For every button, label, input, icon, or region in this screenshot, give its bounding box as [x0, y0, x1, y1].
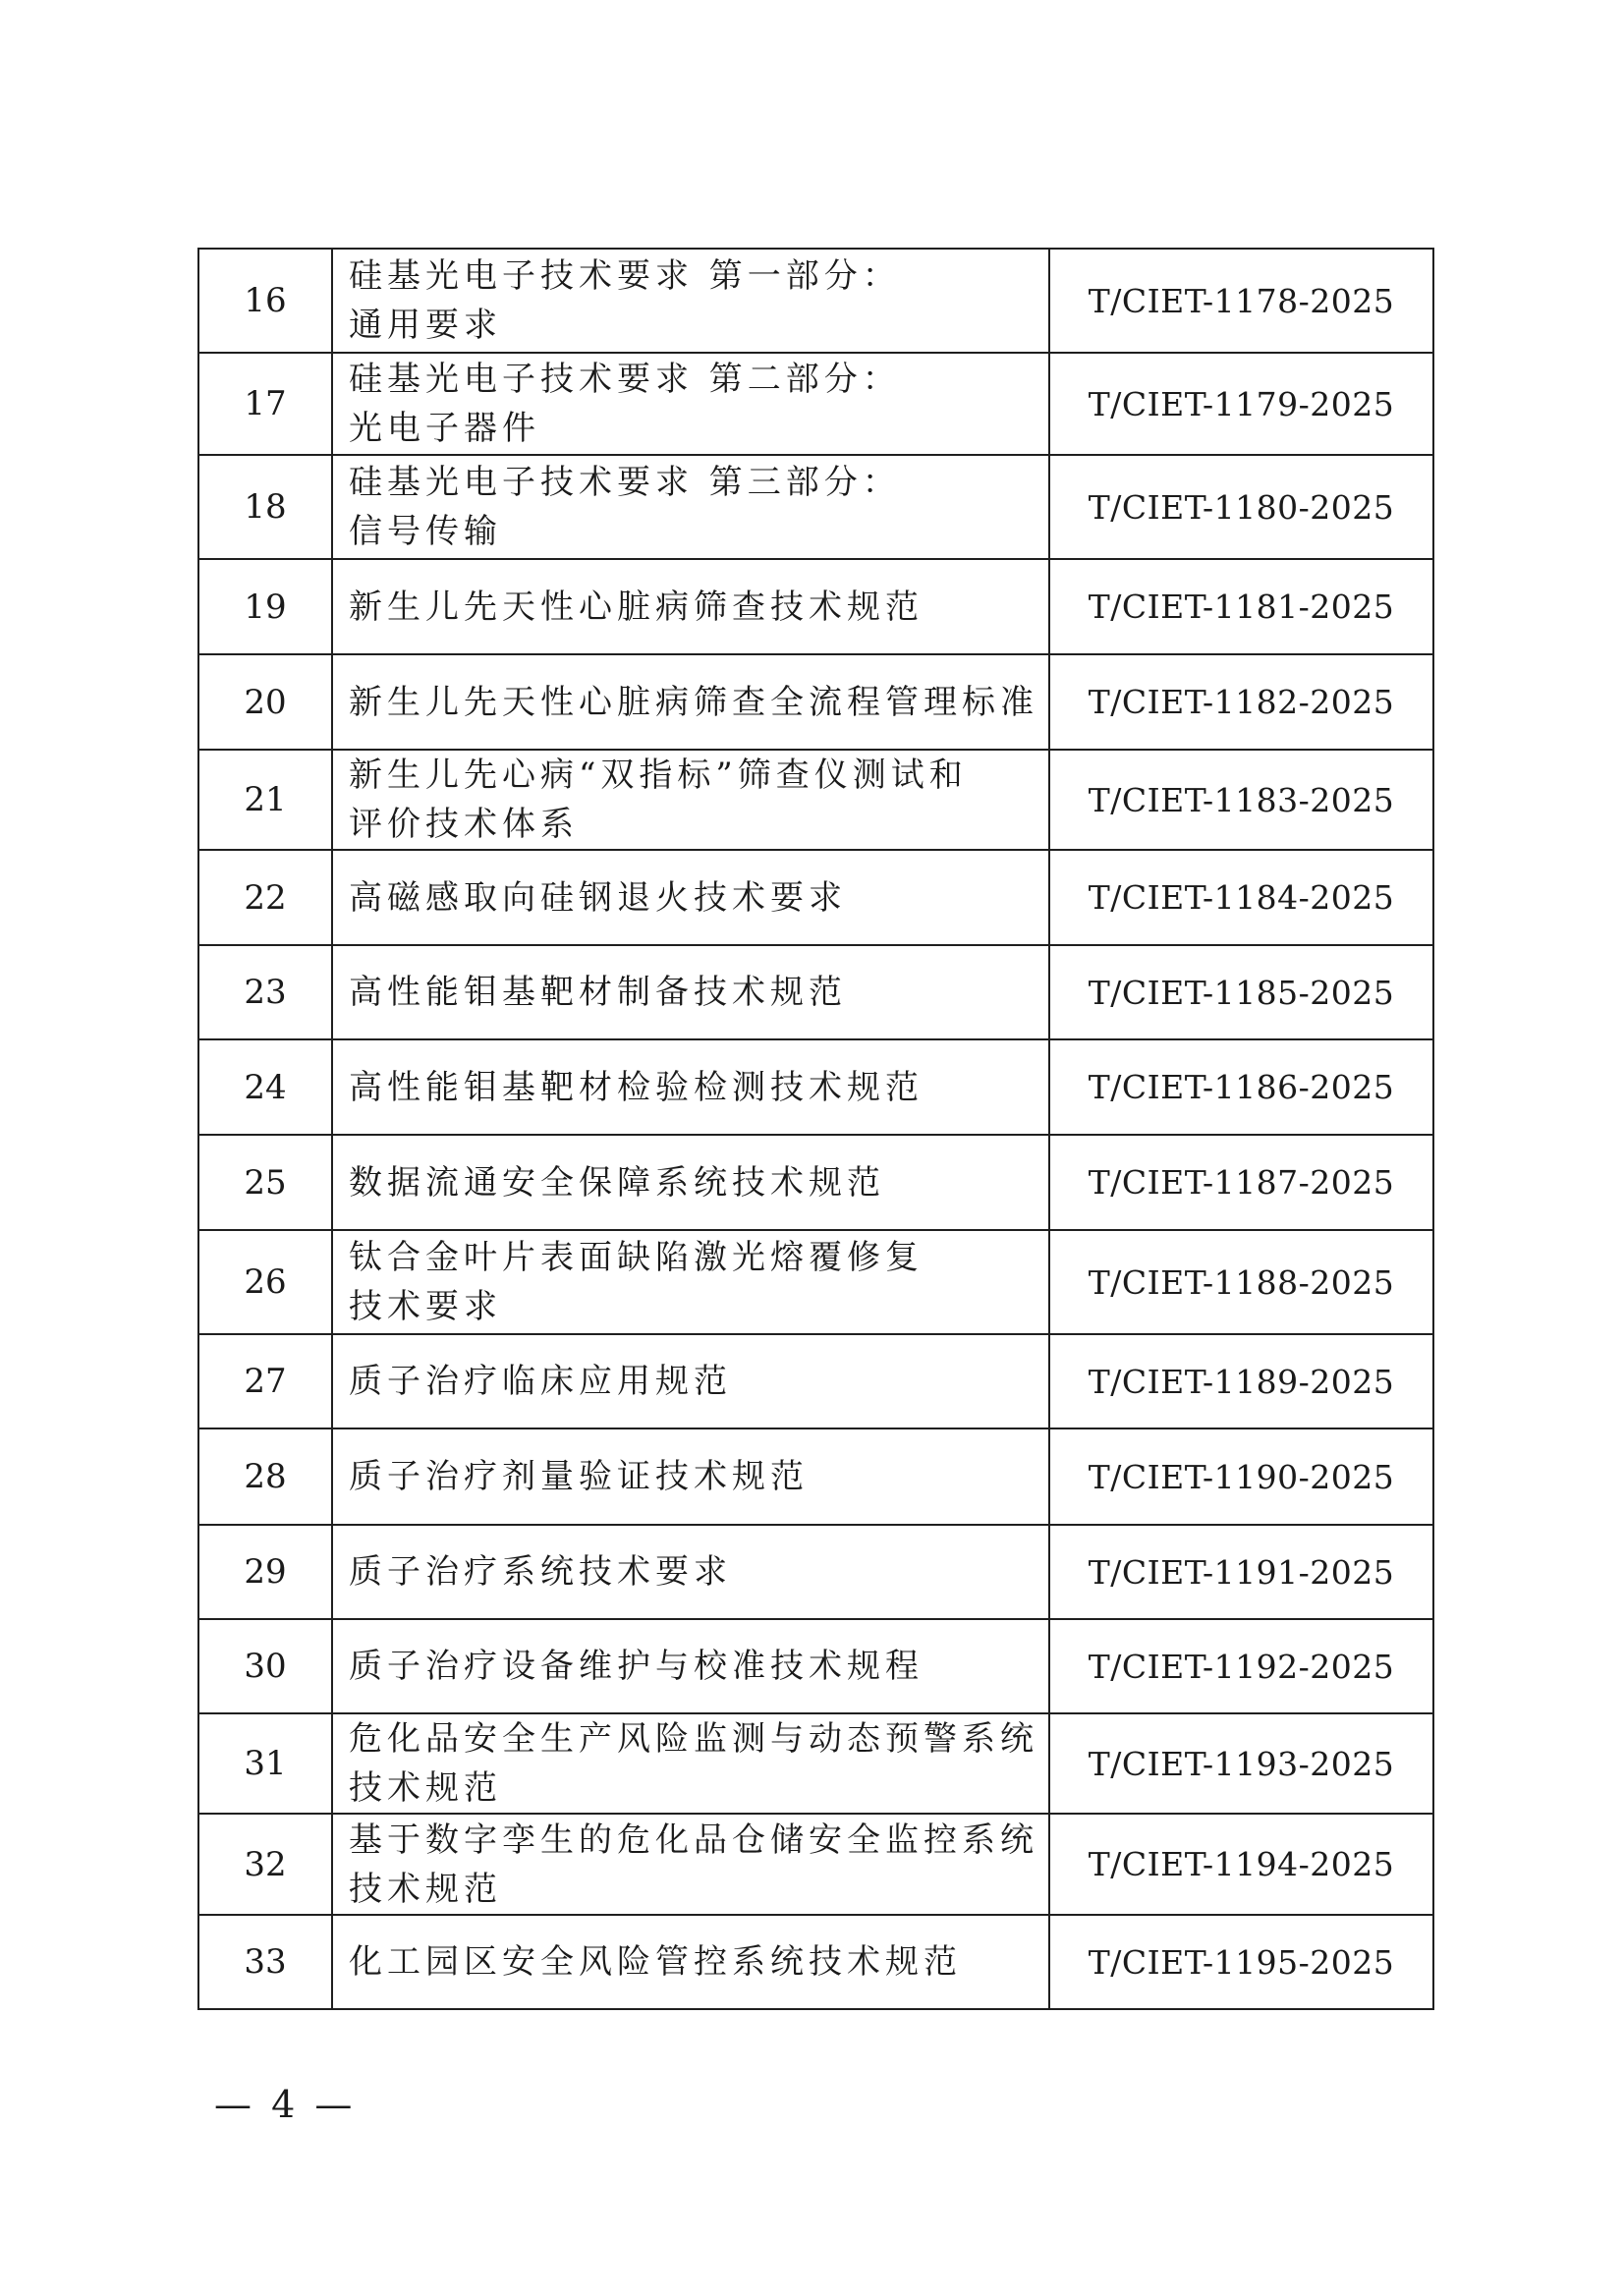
standards-table [197, 248, 1434, 2010]
standard-code-cell: T/CIET-1187-2025 [1049, 1135, 1433, 1230]
standard-name-cell: 新生儿先天性心脏病筛查技术规范 [332, 559, 1049, 654]
standard-code-cell: T/CIET-1194-2025 [1049, 1814, 1433, 1915]
table-row [198, 559, 1433, 654]
table-row [198, 654, 1433, 750]
standard-code-cell: T/CIET-1184-2025 [1049, 850, 1433, 945]
standard-name-cell: 高性能钼基靶材检验检测技术规范 [332, 1039, 1049, 1135]
standard-name-cell: 新生儿先天性心脏病筛查全流程管理标准 [332, 654, 1049, 750]
standard-name-cell: 数据流通安全保障系统技术规范 [332, 1135, 1049, 1230]
standard-code-cell: T/CIET-1178-2025 [1049, 249, 1433, 353]
page-number: — 4 — [214, 2083, 357, 2126]
standard-name-cell: 新生儿先心病“双指标”筛查仪测试和 评价技术体系 [332, 750, 1049, 850]
row-number-cell: 31 [198, 1713, 332, 1814]
table-row [198, 1039, 1433, 1135]
standard-code-cell: T/CIET-1185-2025 [1049, 945, 1433, 1039]
standard-code-cell: T/CIET-1192-2025 [1049, 1619, 1433, 1713]
standard-name-cell: 硅基光电子技术要求 第二部分： 光电子器件 [332, 353, 1049, 455]
table-row [198, 455, 1433, 559]
table-row [198, 1713, 1433, 1814]
standard-name-cell: 钛合金叶片表面缺陷激光熔覆修复 技术要求 [332, 1230, 1049, 1334]
table-row [198, 945, 1433, 1039]
row-number-cell: 24 [198, 1039, 332, 1135]
table-row [198, 1814, 1433, 1915]
standard-code-cell: T/CIET-1191-2025 [1049, 1525, 1433, 1619]
standard-code-cell: T/CIET-1189-2025 [1049, 1334, 1433, 1428]
table-row [198, 1230, 1433, 1334]
standard-code-cell: T/CIET-1190-2025 [1049, 1428, 1433, 1525]
row-number-cell: 18 [198, 455, 332, 559]
row-number-cell: 29 [198, 1525, 332, 1619]
standard-name-cell: 基于数字孪生的危化品仓储安全监控系统 技术规范 [332, 1814, 1049, 1915]
table-row [198, 1135, 1433, 1230]
standard-code-cell: T/CIET-1180-2025 [1049, 455, 1433, 559]
table-row [198, 353, 1433, 455]
row-number-cell: 19 [198, 559, 332, 654]
row-number-cell: 28 [198, 1428, 332, 1525]
table-row [198, 1334, 1433, 1428]
standard-code-cell: T/CIET-1193-2025 [1049, 1713, 1433, 1814]
table-row [198, 1619, 1433, 1713]
row-number-cell: 30 [198, 1619, 332, 1713]
standard-code-cell: T/CIET-1195-2025 [1049, 1915, 1433, 2009]
table-row [198, 249, 1433, 353]
standard-code-cell: T/CIET-1182-2025 [1049, 654, 1433, 750]
row-number-cell: 23 [198, 945, 332, 1039]
row-number-cell: 27 [198, 1334, 332, 1428]
row-number-cell: 16 [198, 249, 332, 353]
table-row [198, 850, 1433, 945]
standard-code-cell: T/CIET-1183-2025 [1049, 750, 1433, 850]
standard-name-cell: 质子治疗系统技术要求 [332, 1525, 1049, 1619]
standard-name-cell: 高性能钼基靶材制备技术规范 [332, 945, 1049, 1039]
row-number-cell: 25 [198, 1135, 332, 1230]
standard-name-cell: 化工园区安全风险管控系统技术规范 [332, 1915, 1049, 2009]
row-number-cell: 20 [198, 654, 332, 750]
row-number-cell: 22 [198, 850, 332, 945]
row-number-cell: 26 [198, 1230, 332, 1334]
table-row [198, 750, 1433, 850]
standards-table-body [198, 249, 1433, 2009]
standard-name-cell: 质子治疗临床应用规范 [332, 1334, 1049, 1428]
standard-code-cell: T/CIET-1188-2025 [1049, 1230, 1433, 1334]
standard-name-cell: 质子治疗设备维护与校准技术规程 [332, 1619, 1049, 1713]
standard-code-cell: T/CIET-1186-2025 [1049, 1039, 1433, 1135]
row-number-cell: 33 [198, 1915, 332, 2009]
table-row [198, 1428, 1433, 1525]
row-number-cell: 17 [198, 353, 332, 455]
row-number-cell: 21 [198, 750, 332, 850]
standard-name-cell: 硅基光电子技术要求 第三部分： 信号传输 [332, 455, 1049, 559]
table-row [198, 1915, 1433, 2009]
standard-name-cell: 危化品安全生产风险监测与动态预警系统 技术规范 [332, 1713, 1049, 1814]
standard-name-cell: 高磁感取向硅钢退火技术要求 [332, 850, 1049, 945]
row-number-cell: 32 [198, 1814, 332, 1915]
standard-code-cell: T/CIET-1181-2025 [1049, 559, 1433, 654]
standard-code-cell: T/CIET-1179-2025 [1049, 353, 1433, 455]
standard-name-cell: 质子治疗剂量验证技术规范 [332, 1428, 1049, 1525]
table-row [198, 1525, 1433, 1619]
standard-name-cell: 硅基光电子技术要求 第一部分： 通用要求 [332, 249, 1049, 353]
